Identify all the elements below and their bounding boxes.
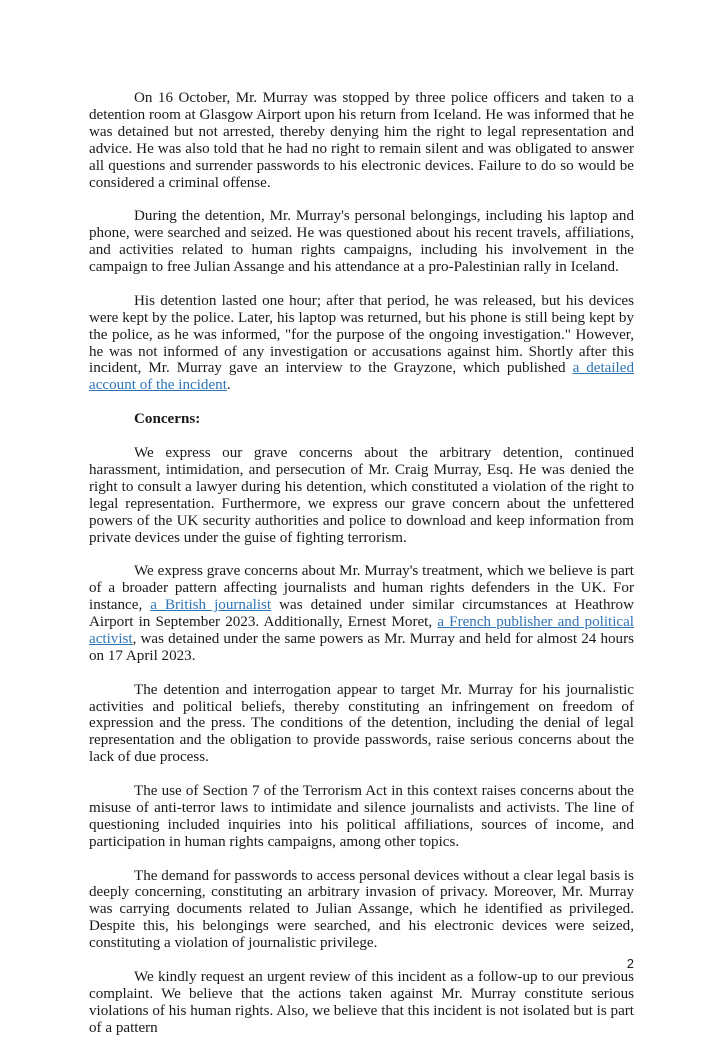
- concerns-heading: Concerns:: [134, 411, 201, 428]
- paragraph-detention-account: On 16 October, Mr. Murray was stopped by three police officers and taken to a detention room at Glasgow Airport upon his return from Iceland. He was informed that he was detained but not arrested, thereby denying him the right to legal representation and advice. He was also told that he had no right to remain silent and was obligated to answer all questions and surrender passwords to his electronic devices. Failure to do so would be considered a criminal offense.: [89, 90, 634, 191]
- british-journalist-link[interactable]: a British journalist: [150, 597, 272, 614]
- paragraph-targeting: The detention and interrogation appear to target Mr. Murray for his journalistic activities and political beliefs, thereby constituting an infringement on freedom of expression and the press. The conditions of the detention, including the denial of legal representation and the obligation to provide passwords, raise serious concerns about the lack of due process.: [89, 681, 634, 766]
- paragraph-text: .: [226, 377, 231, 394]
- page-number: 2: [626, 956, 634, 971]
- paragraph-request-review: We kindly request an urgent review of this incident as a follow-up to our previous complaint. We believe that the actions taken against Mr. Murray constitute serious violations of his human rights. Also, we believe that this incident is not isolated but is part of a pattern: [89, 968, 634, 1036]
- paragraph-broader-pattern: [89, 563, 634, 664]
- paragraph-section-7: The use of Section 7 of the Terrorism Act in this context raises concerns about the misuse of anti-terror laws to intimidate and silence journalists and activists. The line of questioning included inquiries into his political affiliations, sources of income, and participation in human rights campaigns, among other topics.: [89, 783, 634, 850]
- french-publisher-link[interactable]: a French publisher and political activist: [89, 614, 635, 647]
- paragraph-text: We express grave concerns about Mr. Murray's treatment, which we believe is part of a broader pattern affecting journalists and human rights defenders in the UK. For instance,: [89, 563, 634, 614]
- document-body: [89, 90, 634, 1054]
- paragraph-text: His detention lasted one hour; after that period, he was released, but his devices were kept by the police. Later, his laptop was returned, but his phone is still being kept by the police, as he was informed, "for the purpose of the ongoing investigation." However, he was not informed of any investigation or accusations against him. Shortly after this incident, Mr. Murray gave an interview to the Grayzone, which published: [89, 292, 634, 377]
- paragraph-text: was detained under similar circumstances at Heathrow Airport in September 2023. Additionally, Ernest Moret,: [89, 597, 634, 631]
- paragraph-passwords: The demand for passwords to access personal devices without a clear legal basis is deeply concerning, constituting an arbitrary invasion of privacy. Moreover, Mr. Murray was carrying documents related to Julian Assange, which he identified as privileged. Despite this, his belongings were searched, and his electronic devices were seized, constituting a violation of journalistic privilege.: [89, 867, 634, 952]
- paragraph-text: , was detained under the same powers as Mr. Murray and held for almost 24 hours on 17 April 2023.: [89, 630, 634, 664]
- paragraph-grave-concerns: We express our grave concerns about the arbitrary detention, continued harassment, intimidation, and persecution of Mr. Craig Murray, Esq. He was denied the right to consult a lawyer during his detention, which constituted a violation of the right to legal representation. Furthermore, we express our grave concern about the unfettered powers of the UK security authorities and police to download and keep information from private devices under the guise of fighting terrorism.: [89, 444, 634, 546]
- grayzone-account-link[interactable]: a detailed account of the incident: [89, 360, 634, 394]
- paragraph-belongings-seized: During the detention, Mr. Murray's personal belongings, including his laptop and phone, were searched and seized. He was questioned about his recent travels, affiliations, and activities related to human rights campaigns, including his involvement in the campaign to free Julian Assange and his attendance at a pro-Palestinian rally in Iceland.: [89, 208, 634, 276]
- paragraph-detention-duration: [89, 293, 634, 394]
